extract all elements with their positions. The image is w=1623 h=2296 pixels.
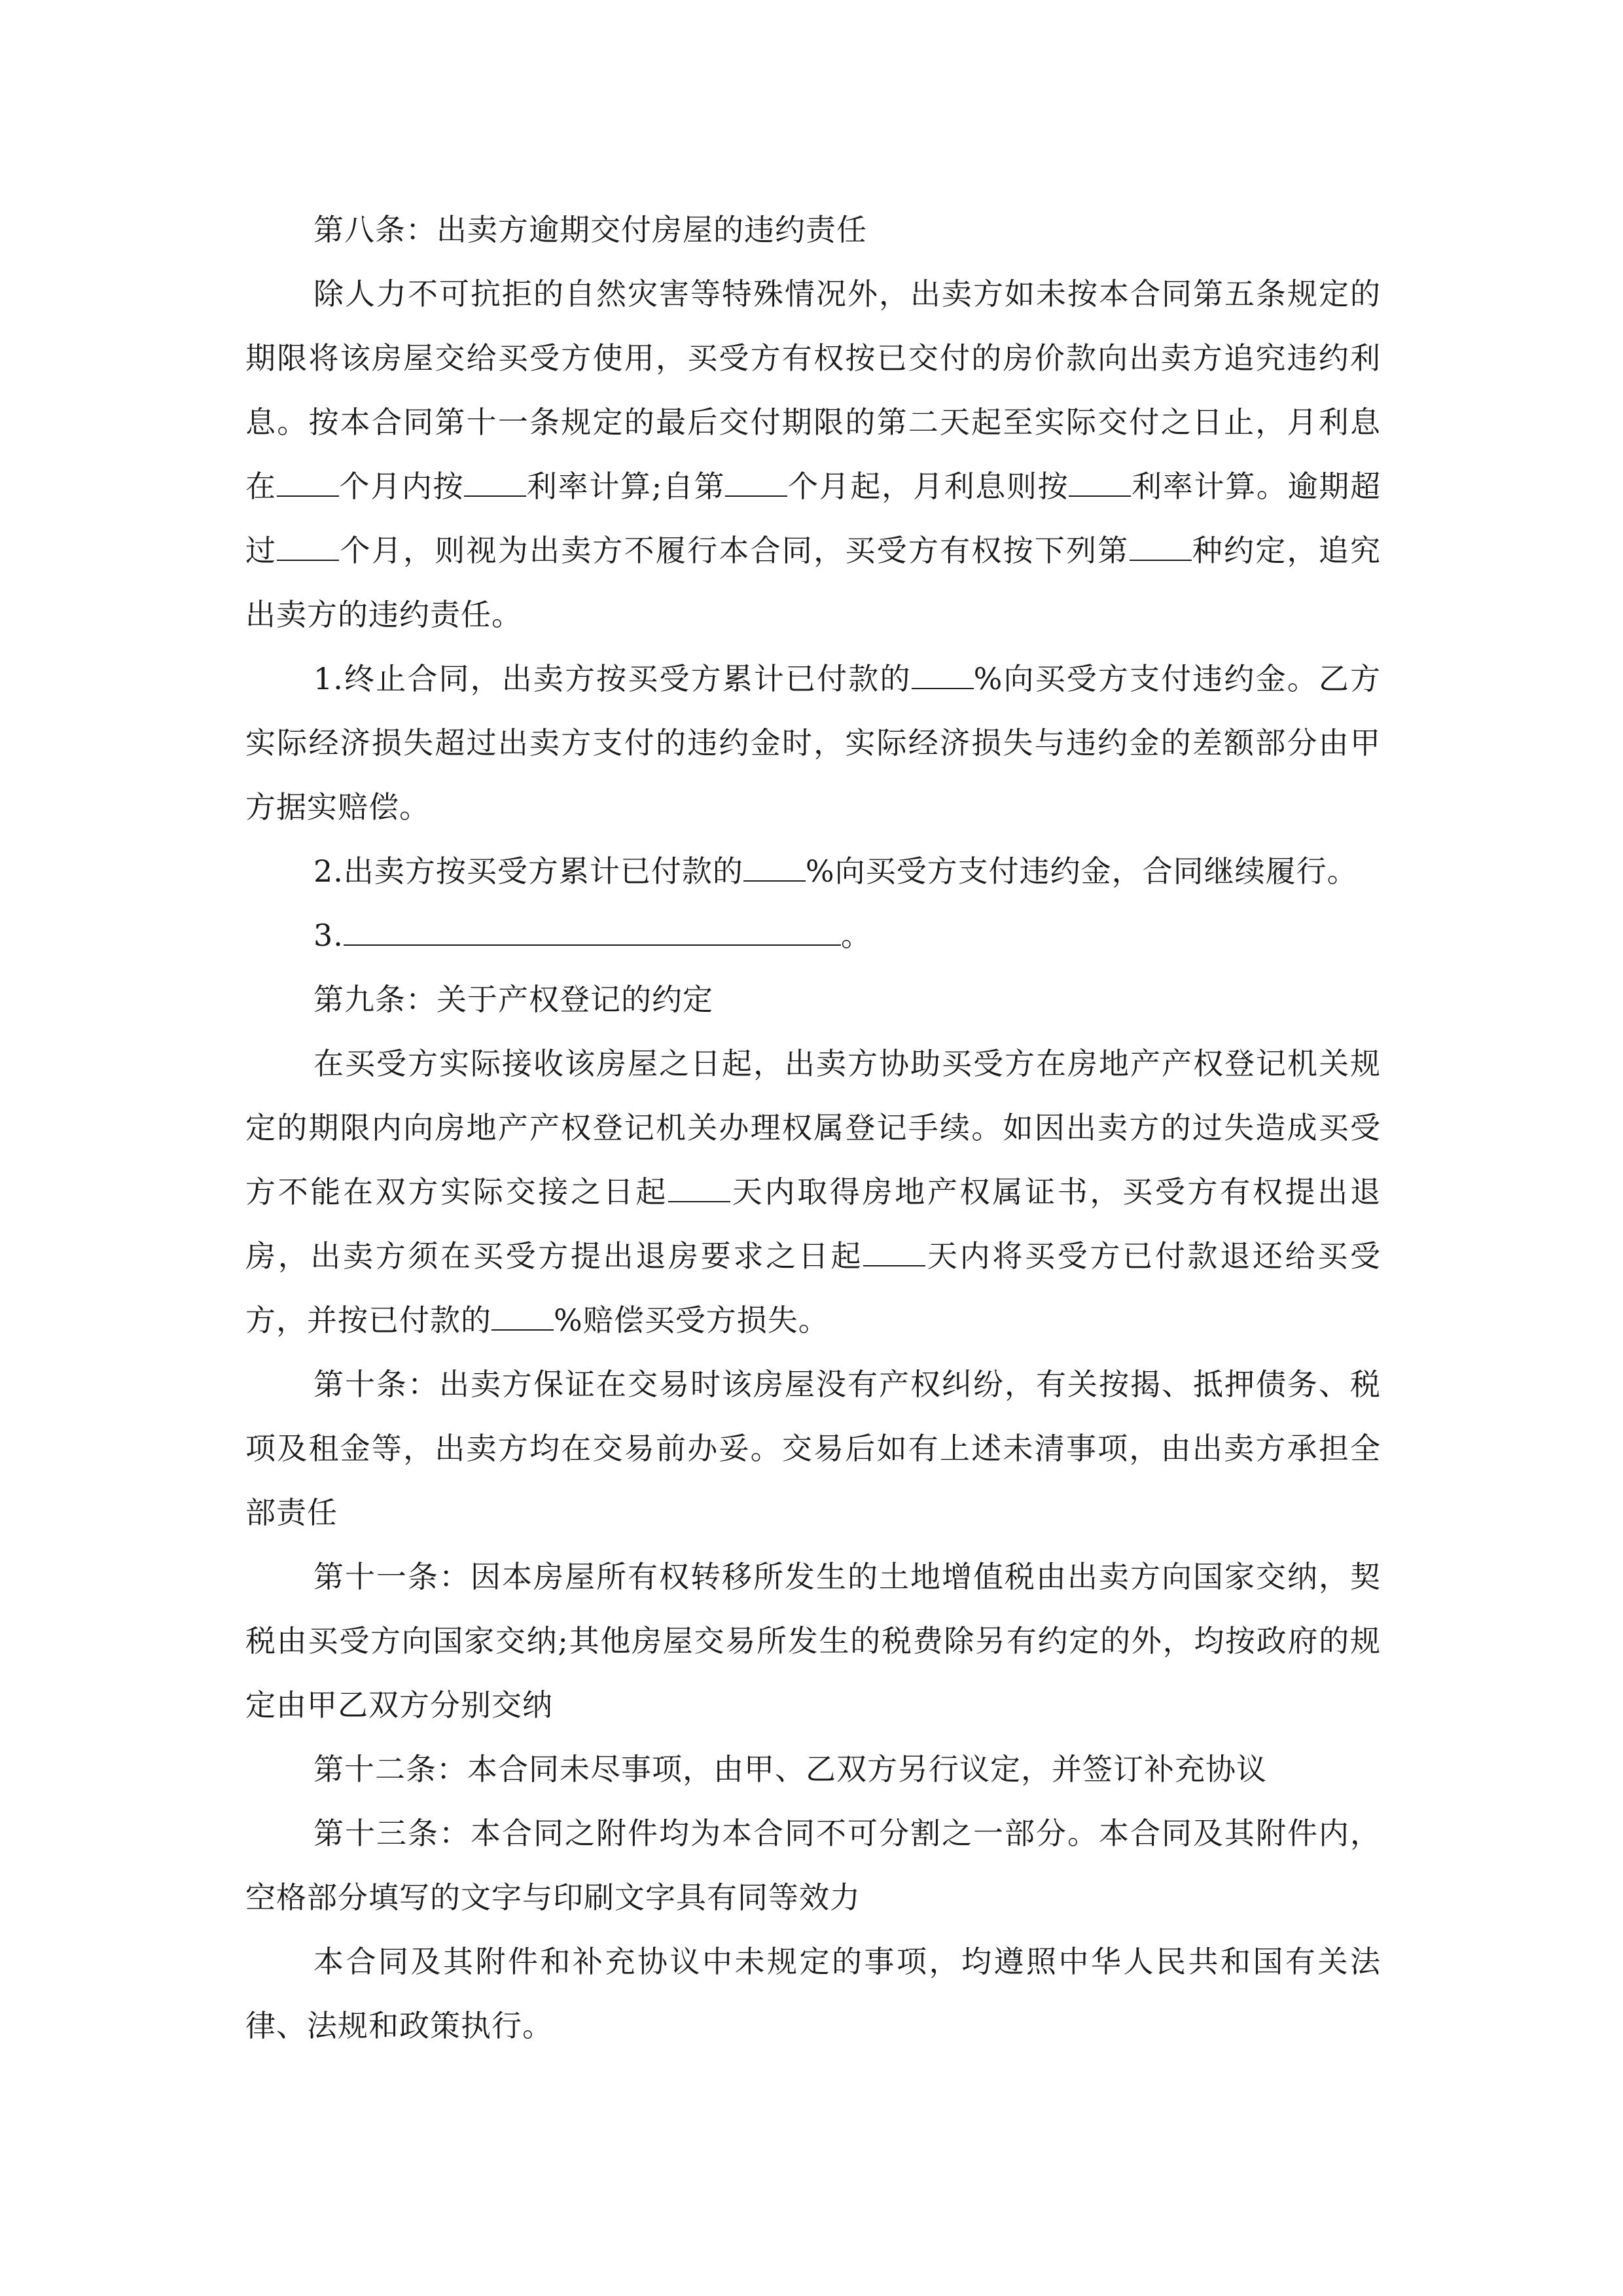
fill-blank — [668, 1172, 730, 1202]
article-13: 第十三条：本合同之附件均为本合同不可分割之一部分。本合同及其附件内，空格部分填写的文字与印刷文字具有同等效力 — [245, 1816, 1381, 1915]
article-9-paragraph — [245, 1031, 1381, 1352]
fill-blank — [491, 1300, 554, 1331]
article-9-heading: 第九条：关于产权登记的约定 — [313, 982, 713, 1017]
text-segment: 除人力不可抗拒的自然灾害等特殊情况外，出卖方如未按本合同第五条规定的期限将该房屋交给买受方使用，买受方有权按已交付的房价款向出卖方追究违约利息。按本合同第十一条规定的最后交付期限的第二天起至实际交付之日止，月利息在 — [245, 276, 1381, 504]
text-segment: 1.终止合同，出卖方按买受方累计已付款的 — [313, 661, 912, 696]
text-segment: 。 — [840, 918, 872, 953]
text-segment: 种约定，追究出卖方的违约责任。 — [245, 533, 1382, 632]
fill-blank — [277, 531, 339, 561]
article-8-heading: 第八条：出卖方逾期交付房屋的违约责任 — [313, 212, 867, 247]
closing-paragraph: 本合同及其附件和补充协议中未规定的事项，均遵照中华人民共和国有关法律、法规和政策执行。 — [245, 1944, 1381, 2043]
article-8-item-1 — [245, 647, 1381, 839]
fill-blank — [1130, 531, 1192, 561]
text-segment: 在买受方实际接收该房屋之日起，出卖方协助买受方在房地产产权登记机关规定的期限内向房地产产权登记机关办理权属登记手续。如因出卖方的过失造成买受方不能在双方实际交接之日起 — [245, 1046, 1381, 1210]
text-segment: %赔偿买受方损失。 — [554, 1302, 829, 1338]
text-segment: 利率计算。逾期超过 — [245, 469, 1381, 568]
fill-blank — [725, 467, 787, 497]
text-segment: 2.出卖方按买受方累计已付款的 — [313, 853, 743, 889]
text-segment: %向买受方支付违约金，合同继续履行。 — [805, 853, 1358, 889]
article-11: 第十一条：因本房屋所有权转移所发生的土地增值税由出卖方向国家交纳，契税由买受方向国家交纳;其他房屋交易所发生的税费除另有约定的外，均按政府的规定由甲乙双方分别交纳 — [245, 1559, 1381, 1723]
article-10: 第十条：出卖方保证在交易时该房屋没有产权纠纷，有关按揭、抵押债务、税项及租金等，出卖方均在交易前办妥。交易后如有上述未清事项，由出卖方承担全部责任 — [245, 1367, 1381, 1530]
text-segment: 天内将买受方已付款退还给买受方，并按已付款的 — [245, 1238, 1382, 1338]
text-segment: 天内取得房地产权属证书，买受方有权提出退房，出卖方须在买受方提出退房要求之日起 — [245, 1174, 1382, 1274]
text-segment: 利率计算;自第 — [526, 469, 726, 504]
fill-blank — [277, 467, 339, 497]
fill-blank — [863, 1236, 925, 1266]
text-segment: 个月起，月利息则按 — [787, 469, 1069, 504]
fill-blank — [912, 659, 974, 689]
text-segment: %向买受方支付违约金。乙方实际经济损失超过出卖方支付的违约金时，实际经济损失与违约金的差额部分由甲方据实赔偿。 — [245, 661, 1382, 825]
article-8-item-3 — [245, 903, 1381, 967]
text-segment: 3. — [313, 918, 344, 953]
text-segment: 个月，则视为出卖方不履行本合同，买受方有权按下列第 — [339, 533, 1130, 568]
fill-blank — [1069, 467, 1131, 497]
fill-blank — [743, 852, 806, 882]
contract-body — [245, 198, 1381, 2058]
fill-blank-long — [344, 916, 841, 946]
fill-blank — [464, 467, 526, 497]
article-12: 第十二条：本合同未尽事项，由甲、乙双方另行议定，并签订补充协议 — [313, 1751, 1267, 1787]
text-segment: 个月内按 — [338, 469, 465, 504]
article-8-item-2 — [245, 839, 1381, 903]
article-8-paragraph — [245, 262, 1381, 647]
